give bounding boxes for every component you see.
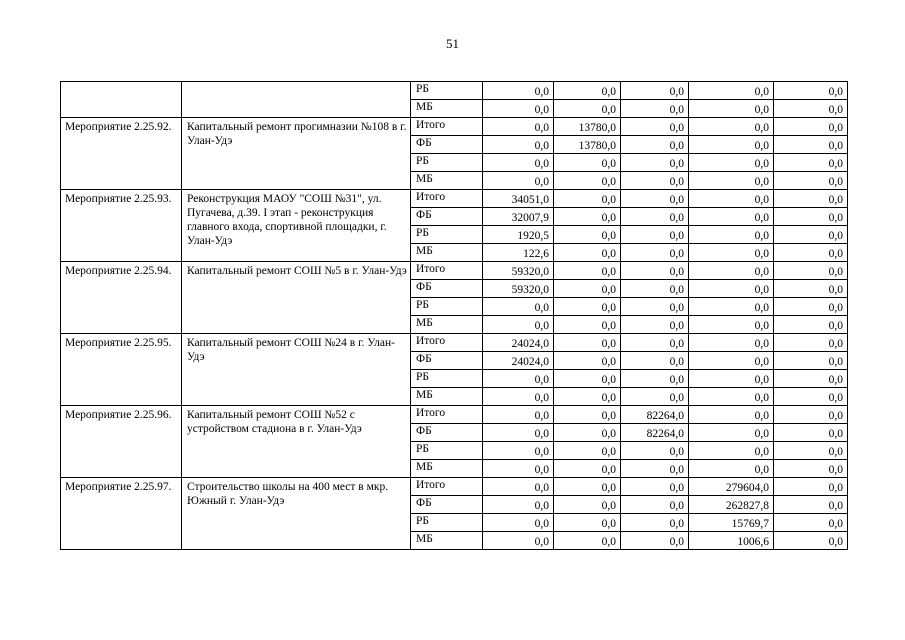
value-cell: 0,0 bbox=[689, 244, 774, 262]
value-cell: 0,0 bbox=[554, 496, 621, 514]
value-cell: 0,0 bbox=[483, 172, 554, 190]
value-cell: 0,0 bbox=[689, 226, 774, 244]
measure-name-cell: Строительство школы на 400 мест в мкр. Южный г. Улан-Удэ bbox=[182, 478, 411, 550]
value-cell: 0,0 bbox=[774, 388, 848, 406]
value-cell: 0,0 bbox=[774, 244, 848, 262]
value-cell: 0,0 bbox=[483, 514, 554, 532]
funding-source-cell: РБ bbox=[411, 154, 483, 172]
value-cell: 0,0 bbox=[689, 208, 774, 226]
value-cell: 0,0 bbox=[483, 154, 554, 172]
measure-row bbox=[61, 406, 848, 424]
value-cell: 1920,5 bbox=[483, 226, 554, 244]
value-cell: 0,0 bbox=[774, 424, 848, 442]
value-cell: 0,0 bbox=[689, 460, 774, 478]
value-cell: 0,0 bbox=[621, 460, 689, 478]
funding-source-cell: Итого bbox=[411, 478, 483, 496]
value-cell: 0,0 bbox=[689, 172, 774, 190]
value-cell: 0,0 bbox=[689, 388, 774, 406]
value-cell: 0,0 bbox=[483, 136, 554, 154]
value-cell: 0,0 bbox=[621, 532, 689, 550]
value-cell: 0,0 bbox=[774, 370, 848, 388]
value-cell: 279604,0 bbox=[689, 478, 774, 496]
value-cell: 0,0 bbox=[621, 262, 689, 280]
value-cell: 0,0 bbox=[554, 370, 621, 388]
measure-id-cell: Мероприятие 2.25.93. bbox=[61, 190, 182, 262]
value-cell: 32007,9 bbox=[483, 208, 554, 226]
value-cell: 0,0 bbox=[621, 478, 689, 496]
value-cell: 0,0 bbox=[621, 316, 689, 334]
value-cell: 0,0 bbox=[554, 406, 621, 424]
value-cell: 0,0 bbox=[774, 208, 848, 226]
value-cell: 0,0 bbox=[483, 460, 554, 478]
value-cell: 0,0 bbox=[621, 370, 689, 388]
value-cell: 0,0 bbox=[689, 298, 774, 316]
funding-source-cell: МБ bbox=[411, 244, 483, 262]
value-cell: 0,0 bbox=[621, 208, 689, 226]
value-cell: 0,0 bbox=[689, 262, 774, 280]
value-cell: 0,0 bbox=[483, 496, 554, 514]
page-number: 51 bbox=[446, 36, 459, 51]
value-cell: 0,0 bbox=[689, 136, 774, 154]
measure-id-cell bbox=[61, 82, 182, 118]
value-cell: 0,0 bbox=[774, 82, 848, 100]
value-cell: 0,0 bbox=[554, 424, 621, 442]
value-cell: 34051,0 bbox=[483, 190, 554, 208]
value-cell: 0,0 bbox=[689, 370, 774, 388]
budget-table bbox=[60, 81, 848, 550]
value-cell: 0,0 bbox=[689, 316, 774, 334]
measure-row bbox=[61, 478, 848, 496]
value-cell: 0,0 bbox=[689, 190, 774, 208]
measure-name-cell bbox=[182, 82, 411, 118]
value-cell: 0,0 bbox=[689, 406, 774, 424]
value-cell: 0,0 bbox=[483, 118, 554, 136]
measure-row bbox=[61, 118, 848, 136]
value-cell: 0,0 bbox=[774, 478, 848, 496]
measure-name-cell: Капитальный ремонт СОШ №24 в г. Улан-Удэ bbox=[182, 334, 411, 406]
funding-source-cell: РБ bbox=[411, 442, 483, 460]
value-cell: 0,0 bbox=[689, 334, 774, 352]
funding-source-cell: Итого bbox=[411, 406, 483, 424]
funding-source-cell: Итого bbox=[411, 334, 483, 352]
value-cell: 0,0 bbox=[774, 298, 848, 316]
value-cell: 0,0 bbox=[774, 136, 848, 154]
value-cell: 0,0 bbox=[483, 298, 554, 316]
funding-source-cell: ФБ bbox=[411, 424, 483, 442]
measure-row bbox=[61, 262, 848, 280]
value-cell: 0,0 bbox=[554, 388, 621, 406]
value-cell: 0,0 bbox=[554, 226, 621, 244]
funding-source-cell: РБ bbox=[411, 82, 483, 100]
value-cell: 13780,0 bbox=[554, 118, 621, 136]
value-cell: 0,0 bbox=[554, 280, 621, 298]
funding-source-cell: МБ bbox=[411, 100, 483, 118]
value-cell: 24024,0 bbox=[483, 352, 554, 370]
funding-source-cell: РБ bbox=[411, 298, 483, 316]
value-cell: 0,0 bbox=[774, 514, 848, 532]
value-cell: 0,0 bbox=[554, 154, 621, 172]
funding-source-cell: Итого bbox=[411, 118, 483, 136]
value-cell: 0,0 bbox=[554, 514, 621, 532]
funding-source-cell: МБ bbox=[411, 460, 483, 478]
value-cell: 82264,0 bbox=[621, 406, 689, 424]
value-cell: 24024,0 bbox=[483, 334, 554, 352]
value-cell: 262827,8 bbox=[689, 496, 774, 514]
value-cell: 0,0 bbox=[483, 388, 554, 406]
funding-source-cell: РБ bbox=[411, 226, 483, 244]
value-cell: 0,0 bbox=[774, 532, 848, 550]
measure-row bbox=[61, 190, 848, 208]
value-cell: 0,0 bbox=[774, 496, 848, 514]
continuation-row bbox=[61, 82, 848, 100]
value-cell: 0,0 bbox=[554, 352, 621, 370]
measure-name-cell: Капитальный ремонт СОШ №5 в г. Улан-Удэ bbox=[182, 262, 411, 334]
funding-source-cell: Итого bbox=[411, 262, 483, 280]
value-cell: 0,0 bbox=[689, 118, 774, 136]
value-cell: 0,0 bbox=[621, 442, 689, 460]
value-cell: 0,0 bbox=[689, 82, 774, 100]
value-cell: 0,0 bbox=[774, 100, 848, 118]
value-cell: 0,0 bbox=[554, 82, 621, 100]
value-cell: 0,0 bbox=[689, 352, 774, 370]
measure-id-cell: Мероприятие 2.25.97. bbox=[61, 478, 182, 550]
value-cell: 0,0 bbox=[774, 316, 848, 334]
value-cell: 0,0 bbox=[554, 190, 621, 208]
value-cell: 0,0 bbox=[483, 316, 554, 334]
value-cell: 0,0 bbox=[689, 154, 774, 172]
funding-source-cell: МБ bbox=[411, 316, 483, 334]
value-cell: 0,0 bbox=[554, 442, 621, 460]
value-cell: 0,0 bbox=[621, 280, 689, 298]
funding-source-cell: ФБ bbox=[411, 496, 483, 514]
value-cell: 0,0 bbox=[554, 172, 621, 190]
value-cell: 0,0 bbox=[774, 226, 848, 244]
value-cell: 0,0 bbox=[689, 100, 774, 118]
value-cell: 0,0 bbox=[483, 82, 554, 100]
value-cell: 0,0 bbox=[554, 460, 621, 478]
value-cell: 0,0 bbox=[774, 154, 848, 172]
value-cell: 0,0 bbox=[774, 280, 848, 298]
value-cell: 0,0 bbox=[774, 406, 848, 424]
value-cell: 0,0 bbox=[554, 478, 621, 496]
funding-source-cell: РБ bbox=[411, 514, 483, 532]
value-cell: 0,0 bbox=[621, 154, 689, 172]
value-cell: 0,0 bbox=[774, 118, 848, 136]
value-cell: 0,0 bbox=[483, 424, 554, 442]
table-body bbox=[61, 82, 848, 550]
value-cell: 0,0 bbox=[774, 172, 848, 190]
value-cell: 0,0 bbox=[483, 442, 554, 460]
value-cell: 0,0 bbox=[621, 244, 689, 262]
measure-name-cell: Капитальный ремонт прогимназии №108 в г. Улан-Удэ bbox=[182, 118, 411, 190]
value-cell: 0,0 bbox=[483, 532, 554, 550]
value-cell: 59320,0 bbox=[483, 280, 554, 298]
measure-name-cell: Реконструкция МАОУ "СОШ №31", ул. Пугачева, д.39. I этап - реконструкция главного входа, спортивной площадки, г. Улан-Удэ bbox=[182, 190, 411, 262]
value-cell: 0,0 bbox=[621, 388, 689, 406]
value-cell: 0,0 bbox=[554, 316, 621, 334]
measure-row bbox=[61, 334, 848, 352]
value-cell: 0,0 bbox=[483, 370, 554, 388]
value-cell: 0,0 bbox=[689, 424, 774, 442]
value-cell: 0,0 bbox=[621, 496, 689, 514]
value-cell: 0,0 bbox=[621, 82, 689, 100]
value-cell: 0,0 bbox=[554, 334, 621, 352]
value-cell: 1006,6 bbox=[689, 532, 774, 550]
value-cell: 0,0 bbox=[621, 118, 689, 136]
funding-source-cell: ФБ bbox=[411, 208, 483, 226]
measure-id-cell: Мероприятие 2.25.96. bbox=[61, 406, 182, 478]
value-cell: 0,0 bbox=[774, 190, 848, 208]
value-cell: 0,0 bbox=[621, 352, 689, 370]
value-cell: 0,0 bbox=[554, 208, 621, 226]
funding-source-cell: ФБ bbox=[411, 352, 483, 370]
funding-source-cell: МБ bbox=[411, 388, 483, 406]
value-cell: 0,0 bbox=[621, 136, 689, 154]
measure-id-cell: Мероприятие 2.25.92. bbox=[61, 118, 182, 190]
value-cell: 0,0 bbox=[689, 280, 774, 298]
value-cell: 0,0 bbox=[621, 334, 689, 352]
measure-id-cell: Мероприятие 2.25.94. bbox=[61, 262, 182, 334]
funding-source-cell: РБ bbox=[411, 370, 483, 388]
value-cell: 15769,7 bbox=[689, 514, 774, 532]
value-cell: 0,0 bbox=[554, 298, 621, 316]
value-cell: 0,0 bbox=[554, 532, 621, 550]
funding-source-cell: ФБ bbox=[411, 280, 483, 298]
value-cell: 0,0 bbox=[621, 172, 689, 190]
measure-id-cell: Мероприятие 2.25.95. bbox=[61, 334, 182, 406]
funding-source-cell: МБ bbox=[411, 532, 483, 550]
value-cell: 122,6 bbox=[483, 244, 554, 262]
funding-source-cell: МБ bbox=[411, 172, 483, 190]
value-cell: 13780,0 bbox=[554, 136, 621, 154]
value-cell: 0,0 bbox=[554, 100, 621, 118]
measure-name-cell: Капитальный ремонт СОШ №52 с устройством стадиона в г. Улан-Удэ bbox=[182, 406, 411, 478]
value-cell: 0,0 bbox=[774, 352, 848, 370]
value-cell: 59320,0 bbox=[483, 262, 554, 280]
value-cell: 0,0 bbox=[621, 298, 689, 316]
value-cell: 0,0 bbox=[774, 262, 848, 280]
value-cell: 0,0 bbox=[774, 460, 848, 478]
value-cell: 0,0 bbox=[621, 100, 689, 118]
value-cell: 0,0 bbox=[621, 190, 689, 208]
funding-source-cell: ФБ bbox=[411, 136, 483, 154]
funding-source-cell: Итого bbox=[411, 190, 483, 208]
value-cell: 0,0 bbox=[774, 334, 848, 352]
value-cell: 0,0 bbox=[621, 514, 689, 532]
value-cell: 0,0 bbox=[774, 442, 848, 460]
value-cell: 82264,0 bbox=[621, 424, 689, 442]
value-cell: 0,0 bbox=[621, 226, 689, 244]
value-cell: 0,0 bbox=[689, 442, 774, 460]
value-cell: 0,0 bbox=[483, 100, 554, 118]
value-cell: 0,0 bbox=[554, 244, 621, 262]
value-cell: 0,0 bbox=[483, 406, 554, 424]
value-cell: 0,0 bbox=[554, 262, 621, 280]
value-cell: 0,0 bbox=[483, 478, 554, 496]
